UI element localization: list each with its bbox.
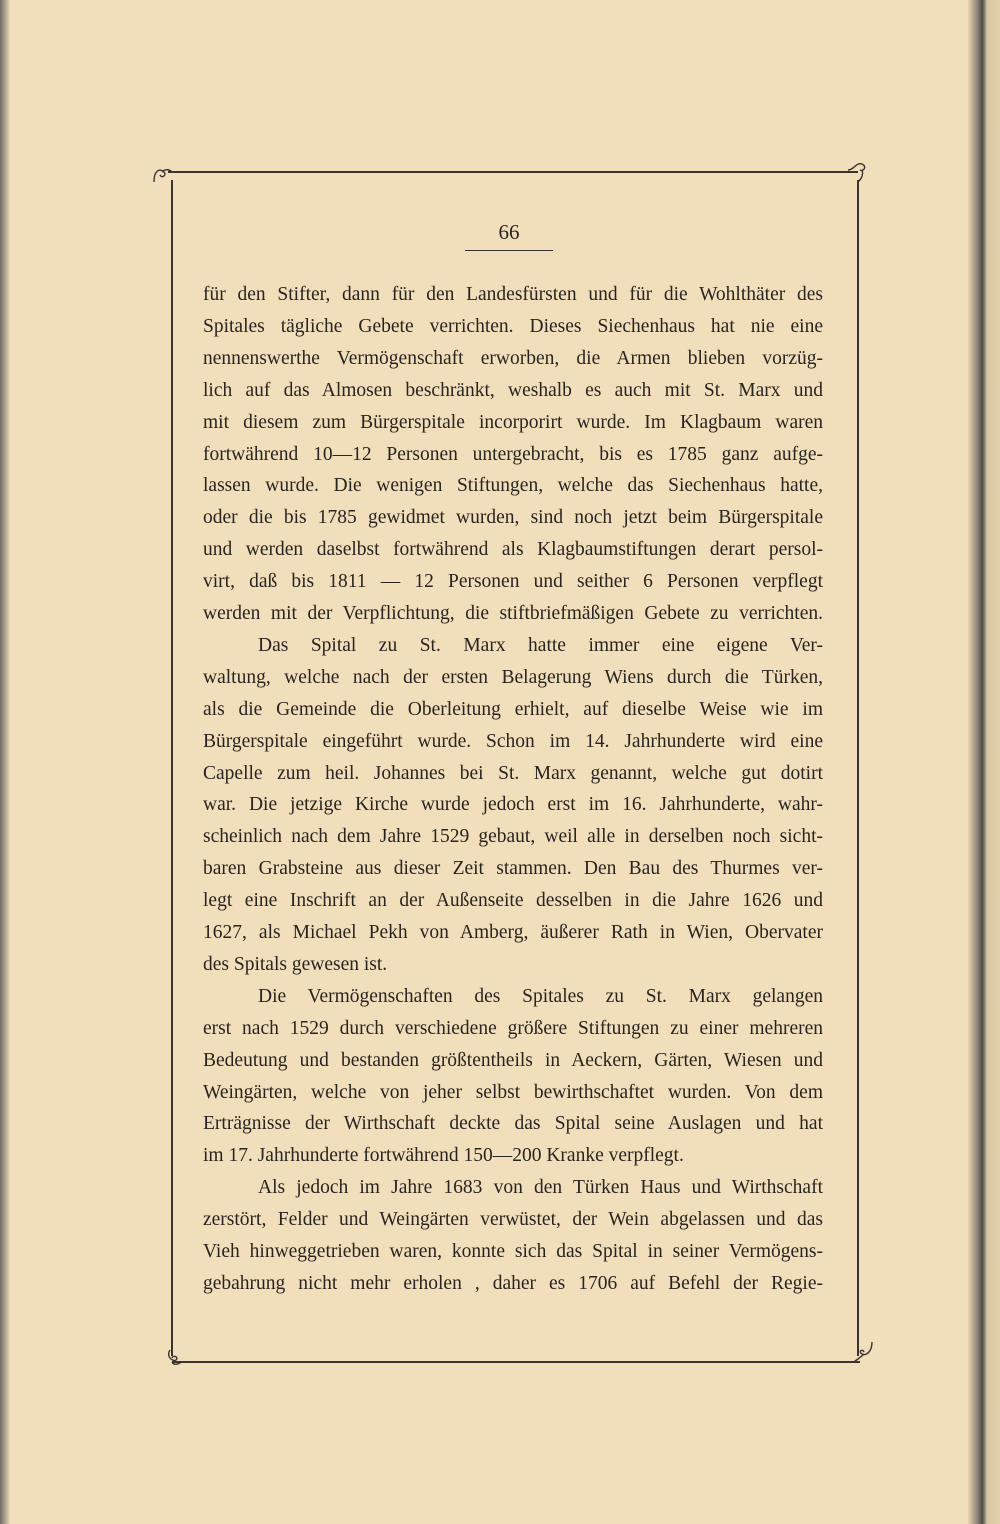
corner-ornament-icon bbox=[852, 1340, 876, 1364]
text-line: nennenswerthe Vermögenschaft erworben, die Armen blieben vorzüg- bbox=[203, 347, 823, 369]
text-line: und werden daselbst fortwährend als Klagbaumstiftungen derart persol- bbox=[203, 539, 823, 561]
frame-left-rule bbox=[171, 180, 173, 1356]
text-line: Als jedoch im Jahre 1683 von den Türken Haus und Wirthschaft bbox=[258, 1177, 823, 1199]
corner-ornament-icon bbox=[150, 162, 174, 186]
text-line: baren Grabsteine aus dieser Zeit stammen. Den Bau des Thurmes ver- bbox=[203, 858, 823, 880]
text-line: scheinlich nach dem Jahre 1529 gebaut, weil alle in derselben noch sicht- bbox=[203, 826, 823, 848]
frame-bottom-rule bbox=[172, 1361, 860, 1363]
text-line: Bedeutung und bestanden größtentheils in Aeckern, Gärten, Wiesen und bbox=[203, 1049, 823, 1071]
text-line: im 17. Jahrhunderte fortwährend 150—200 Kranke verpflegt. bbox=[203, 1145, 684, 1167]
text-line: Capelle zum heil. Johannes bei St. Marx genannt, welche gut dotirt bbox=[203, 762, 823, 784]
text-line: virt, daß bis 1811 — 12 Personen und seither 6 Personen verpflegt bbox=[203, 571, 823, 593]
text-line: erst nach 1529 durch verschiedene größere Stiftungen zu einer mehreren bbox=[203, 1017, 823, 1039]
text-line: zerstört, Felder und Weingärten verwüstet, der Wein abgelassen und das bbox=[203, 1209, 823, 1231]
text-line: als die Gemeinde die Oberleitung erhielt, auf dieselbe Weise wie im bbox=[203, 698, 823, 720]
text-line: Spitales tägliche Gebete verrichten. Dieses Siechenhaus hat nie eine bbox=[203, 315, 823, 337]
corner-ornament-icon bbox=[160, 1348, 184, 1372]
text-line: fortwährend 10—12 Personen untergebracht, bis es 1785 ganz aufge- bbox=[203, 443, 823, 465]
text-line: mit diesem zum Bürgerspitale incorporirt wurde. Im Klagbaum waren bbox=[203, 411, 823, 433]
text-line: des Spitals gewesen ist. bbox=[203, 953, 388, 975]
text-line: lich auf das Almosen beschränkt, weshalb es auch mit St. Marx und bbox=[203, 379, 823, 401]
text-line: war. Die jetzige Kirche wurde jedoch erst im 16. Jahrhunderte, wahr- bbox=[203, 794, 823, 816]
text-line: lassen wurde. Die wenigen Stiftungen, welche das Siechenhaus hatte, bbox=[203, 475, 823, 497]
text-line: oder die bis 1785 gewidmet wurden, sind noch jetzt beim Bürgerspitale bbox=[203, 507, 823, 529]
text-line: Vieh hinweggetrieben waren, konnte sich das Spital in seiner Vermögens- bbox=[203, 1241, 823, 1262]
text-line: Die Vermögenschaften des Spitales zu St. Marx gelangen bbox=[258, 985, 823, 1007]
book-gutter-edge bbox=[0, 0, 10, 1524]
frame-right-rule bbox=[857, 180, 859, 1356]
text-line: legt eine Inschrift an der Außenseite desselben in die Jahre 1626 und bbox=[203, 890, 823, 912]
text-line: werden mit der Verpflichtung, die stiftbriefmäßigen Gebete zu verrichten. bbox=[203, 603, 823, 624]
corner-ornament-icon bbox=[846, 158, 870, 182]
page-number: 66 bbox=[498, 220, 520, 244]
text-line: gebahrung nicht mehr erholen , daher es 1706 auf Befehl der Regie- bbox=[203, 1272, 823, 1294]
text-line: Weingärten, welche von jeher selbst bewirthschaftet wurden. Von dem bbox=[203, 1081, 823, 1103]
text-line: für den Stifter, dann für den Landesfürsten und für die Wohlthäter des bbox=[203, 284, 823, 305]
frame-top-rule bbox=[168, 171, 858, 173]
book-page-edge bbox=[968, 0, 1000, 1524]
text-line: Das Spital zu St. Marx hatte immer eine eigene Ver- bbox=[258, 634, 823, 656]
text-line: waltung, welche nach der ersten Belagerung Wiens durch die Türken, bbox=[203, 666, 823, 688]
text-line: Erträgnisse der Wirthschaft deckte das Spital seine Auslagen und hat bbox=[203, 1113, 823, 1135]
text-line: Bürgerspitale eingeführt wurde. Schon im 14. Jahrhunderte wird eine bbox=[203, 730, 823, 752]
page-number-rule bbox=[465, 250, 553, 251]
text-line: 1627, als Michael Pekh von Amberg, äußerer Rath in Wien, Obervater bbox=[203, 922, 823, 943]
